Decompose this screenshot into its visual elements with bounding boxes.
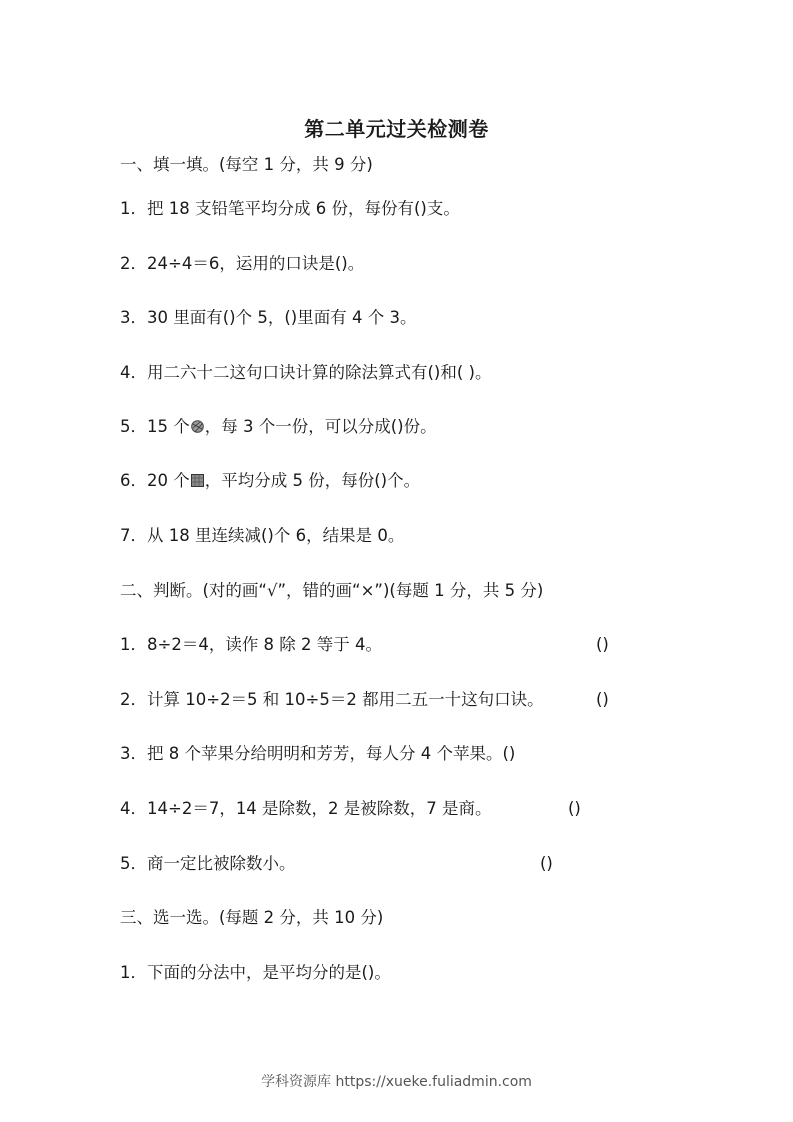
section1-question-5	[120, 415, 437, 439]
section1-heading: 一、填一填。(每空 1 分，共 9 分)	[120, 155, 373, 174]
section3-heading: 三、选一选。(每题 2 分，共 10 分)	[120, 908, 384, 927]
page-title: 第二单元过关检测卷	[304, 117, 489, 141]
section3-question-1: 1．下面的分法中，是平均分的是()。	[120, 963, 391, 982]
section1-question-5-text-after: ，每 3 个一份，可以分成()份。	[204, 417, 437, 436]
section2-question-1: 1．8÷2＝4，读作 8 除 2 等于 4。	[120, 635, 383, 654]
section1-question-3: 3．30 里面有()个 5，()里面有 4 个 3。	[120, 308, 417, 327]
section2-question-2: 2．计算 10÷2＝5 和 10÷5＝2 都用二五一十这句口诀。	[120, 690, 544, 709]
section2-question-3: 3．把 8 个苹果分给明明和芳芳，每人分 4 个苹果。()	[120, 744, 516, 763]
square-block-icon	[191, 470, 204, 483]
section2-answer-blank-2[interactable]: ()	[596, 690, 609, 709]
section1-question-2: 2．24÷4＝6，运用的口诀是()。	[120, 254, 365, 273]
section2-question-5: 5．商一定比被除数小。	[120, 854, 296, 873]
section2-heading: 二、判断。(对的画“√”，错的画“×”)(每题 1 分，共 5 分)	[120, 581, 544, 600]
section1-question-7: 7．从 18 里连续减()个 6，结果是 0。	[120, 526, 405, 545]
section1-question-6-text-after: ，平均分成 5 份，每份()个。	[204, 471, 421, 490]
section2-question-4: 4．14÷2＝7，14 是除数，2 是被除数，7 是商。	[120, 799, 492, 818]
section1-question-6-text-before: 6．20 个	[120, 471, 190, 490]
section1-question-6	[120, 469, 420, 493]
section1-question-5-text-before: 5．15 个	[120, 417, 190, 436]
section2-answer-blank-4[interactable]: ()	[568, 799, 581, 818]
section1-question-4: 4．用二六十二这句口诀计算的除法算式有()和( )。	[120, 363, 492, 382]
ball-icon	[191, 416, 204, 429]
section2-answer-blank-1[interactable]: ()	[596, 635, 609, 654]
section2-answer-blank-5[interactable]: ()	[540, 854, 553, 873]
page-footer: 学科资源库 https://xueke.fuliadmin.com	[261, 1074, 532, 1090]
section1-question-1: 1．把 18 支铅笔平均分成 6 份，每份有()支。	[120, 199, 460, 218]
